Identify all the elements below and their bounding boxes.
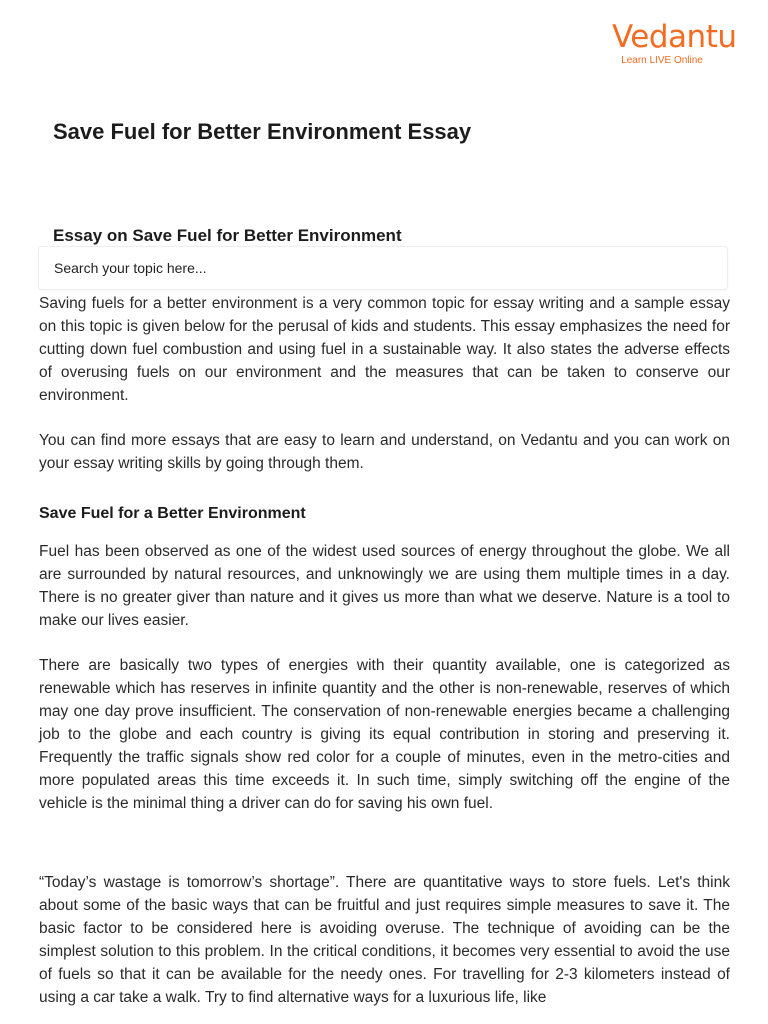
intro-paragraph-1: Saving fuels for a better environment is a very common topic for essay writing and a sample essay on this topic is given below for the perusal of kids and students. This essay emphasizes the need for cutting down fuel combustion and using fuel in a sustainable way. It also states the adverse effects of overusing fuels on our environment and the measures that can be taken to conserve our environment. <box>39 295 730 404</box>
intro-paragraph-2-block <box>39 429 730 475</box>
vedantu-logo[interactable] <box>612 19 737 67</box>
section-paragraph-2-block <box>39 654 730 815</box>
logo-tagline: Learn LIVE Online <box>621 55 703 66</box>
section-paragraph-2: There are basically two types of energies with their quantity available, one is categorized as renewable which has reserves in infinite quantity and the other is non-renewable, reserves of which may one day prove insufficient. The conservation of non-renewable energies became a challenging job to the globe and each country is giving its equal contribution in storing and preserving it. Frequently the traffic signals show red color for a couple of minutes, even in the metro-cities and more populated areas this time exceeds it. In such time, simply switching off the engine of the vehicle is the minimal thing a driver can do for saving his own fuel. <box>39 657 730 812</box>
section-paragraph-3: “Today’s wastage is tomorrow’s shortage”. There are quantitative ways to store fuels. Let's think about some of the basic ways that can be fruitful and just requires simple measures to save it. The basic factor to be considered here is avoiding overuse. The technique of avoiding can be the simplest solution to this problem. In the critical conditions, it becomes very essential to avoid the use of fuels so that it can be available for the needy ones. For travelling for 2-3 kilometers instead of using a car take a walk. Try to find alternative ways for a luxurious life, like <box>39 874 730 1006</box>
section-heading: Save Fuel for a Better Environment <box>39 505 306 522</box>
search-box[interactable] <box>38 246 728 290</box>
search-input[interactable] <box>39 247 714 289</box>
section-paragraph-1-block <box>39 540 730 632</box>
logo-wordmark: Vedantu <box>612 19 737 55</box>
intro-paragraph-1-block <box>39 292 730 407</box>
intro-paragraph-2: You can find more essays that are easy to learn and understand, on Vedantu and you can work on your essay writing skills by going through them. <box>39 432 730 472</box>
essay-heading: Essay on Save Fuel for Better Environment <box>53 226 402 245</box>
section-paragraph-1: Fuel has been observed as one of the widest used sources of energy throughout the globe. We all are surrounded by natural resources, and unknowingly we are using them multiple times in a day. There is no greater giver than nature and it gives us more than what we deserve. Nature is a tool to make our lives easier. <box>39 543 730 629</box>
section-paragraph-3-block <box>39 871 730 1009</box>
page-title: Save Fuel for Better Environment Essay <box>53 119 472 144</box>
